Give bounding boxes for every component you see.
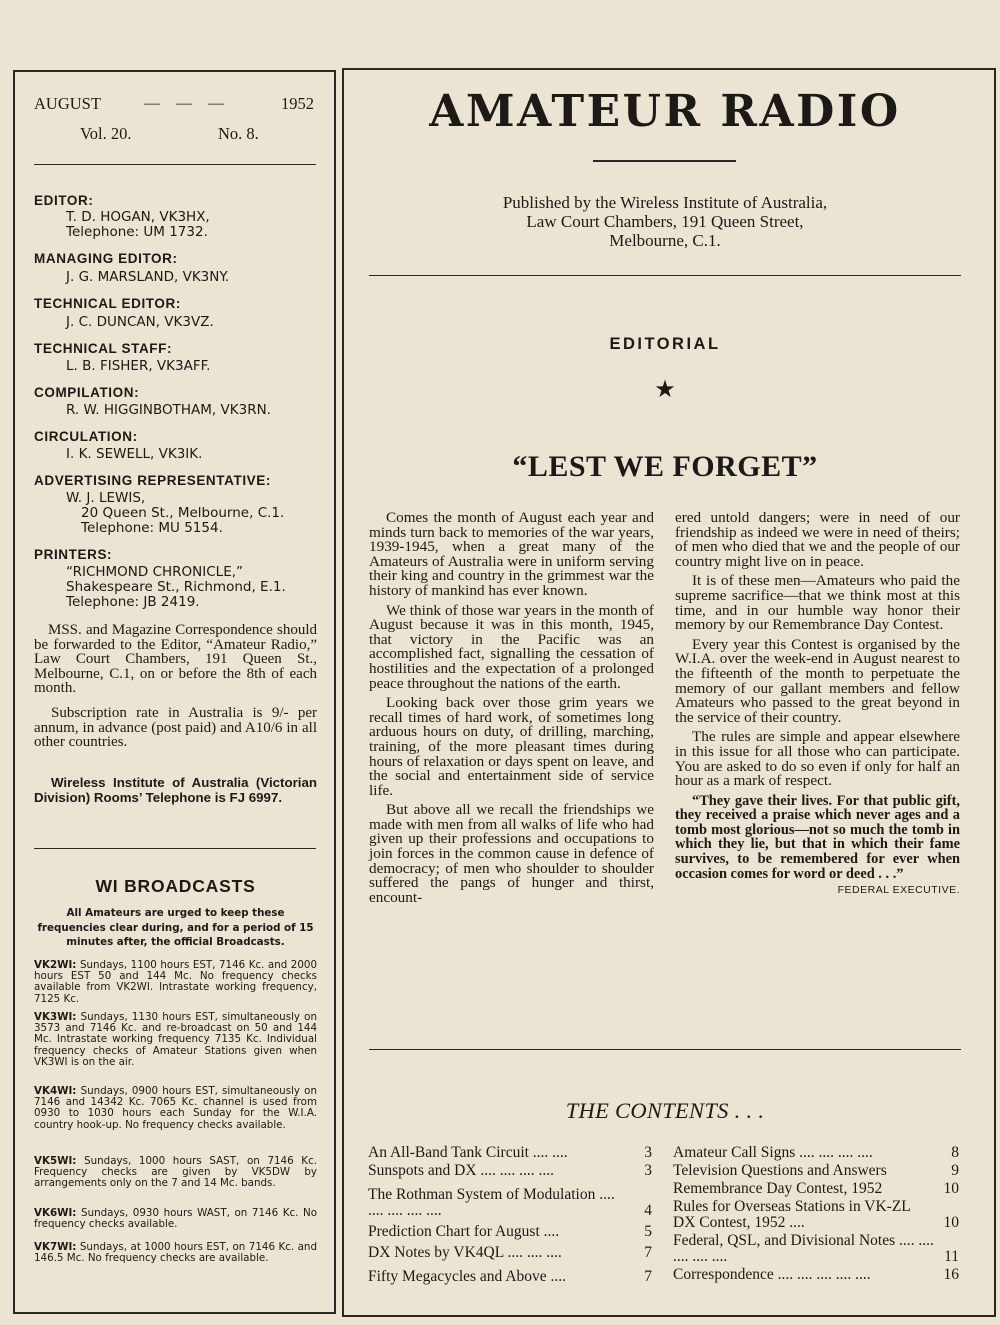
broadcast-entry xyxy=(34,1086,317,1131)
station-info: Sundays, 0930 hours WAST, on 7146 Kc. No frequency checks available. xyxy=(34,1207,317,1231)
contents-page: 9 xyxy=(951,1162,959,1179)
contents-page: 7 xyxy=(644,1244,652,1261)
broadcasts-intro: All Amateurs are urged to keep these frequencies clear during, and for a period of 15 minutes after, the official Broadcasts. xyxy=(37,907,314,948)
contents-entry[interactable] xyxy=(368,1145,652,1161)
contents-left-column xyxy=(368,1145,652,1285)
contents-page: 10 xyxy=(943,1180,959,1197)
contents-title: DX Notes by VK4QL .... .... .... xyxy=(368,1244,562,1261)
contents-entry[interactable] xyxy=(673,1163,959,1179)
staff-role: PRINTERS: xyxy=(34,547,113,562)
staff-role: TECHNICAL STAFF: xyxy=(34,341,173,356)
subscription-notice: Subscription rate in Australia is 9/- per annum, in advance (post paid) and A10/6 in all other countries. xyxy=(34,705,317,751)
contents-title: Television Questions and Answers xyxy=(673,1162,887,1179)
staff-role: CIRCULATION: xyxy=(34,429,138,444)
staff-line: R. W. HIGGINBOTHAM, VK3RN. xyxy=(66,402,271,418)
editorial-paragraph: The rules are simple and appear elsewhere in this issue for all those who can participate. You are asked to do so even if only for half an hour as a mark of respect. xyxy=(675,728,960,790)
contents-entry[interactable] xyxy=(368,1224,652,1240)
divider xyxy=(369,1049,961,1050)
contents-entry[interactable] xyxy=(368,1187,652,1219)
staff-line: Telephone: UM 1732. xyxy=(66,224,208,240)
editorial-paragraph: Every year this Contest is organised by the W.I.A. over the week-end in August nearest to the fifteenth of the month to perpetuate the memory of our gallant members and fellow Amateurs who passed to the great beyond in the service of their country. xyxy=(675,635,960,726)
station-info: Sundays, 1100 hours EST, 7146 Kc. and 2000 hours EST 50 and 144 Mc. No frequency checks available from VK2WI. Intrastate working frequency, 7125 Kc. xyxy=(34,959,317,1005)
broadcast-entry xyxy=(34,1242,317,1264)
broadcast-entry xyxy=(34,960,317,1005)
contents-page: 3 xyxy=(644,1162,652,1179)
contents-page: 5 xyxy=(644,1223,652,1240)
contents-title: Prediction Chart for August .... xyxy=(368,1223,560,1240)
staff-line: “RICHMOND CHRONICLE,” xyxy=(66,564,244,580)
staff-line: T. D. HOGAN, VK3HX, xyxy=(66,209,210,225)
editorial-paragraph: It is of these men—Amateurs who paid the supreme sacrifice—that we think most at this time, and in our humble way honor their memory by our Remembrance Day Contest. xyxy=(675,572,960,634)
station-info: Sundays, at 1000 hours EST, on 7146 Kc. and 146.5 Mc. No frequency checks are available. xyxy=(34,1241,317,1265)
editorial-paragraph: We think of those war years in the month of August because it was in this month, 1945, that victory in the Pacific was an accomplished fact, signalling the cessation of hostilities and the expectation of a prolonged peace throughout the nations of the earth. xyxy=(369,601,654,692)
staff-role: MANAGING EDITOR: xyxy=(34,251,178,266)
contents-entry[interactable] xyxy=(673,1145,959,1161)
contents-title: Sunspots and DX .... .... .... .... xyxy=(368,1162,555,1179)
broadcasts-heading: WI BROADCASTS xyxy=(95,876,256,896)
contents-title: Amateur Call Signs .... .... .... .... xyxy=(673,1144,873,1161)
editorial-paragraph: ered untold dangers; were in need of our friendship as indeed we were in need of theirs; of men who died that we and the people of our country might live on in peace. xyxy=(675,509,960,570)
contents-title: The Rothman System of Modulation .... .... .... .... .... xyxy=(368,1186,615,1219)
contents-heading: THE CONTENTS . . . xyxy=(565,1098,765,1123)
contents-title: Remembrance Day Contest, 1952 xyxy=(673,1180,883,1197)
staff-line: Telephone: MU 5154. xyxy=(81,520,223,536)
contents-page: 10 xyxy=(943,1214,959,1231)
contents-entry[interactable] xyxy=(673,1199,959,1231)
contents-entry[interactable] xyxy=(368,1269,652,1285)
staff-role: ADVERTISING REPRESENTATIVE: xyxy=(34,473,271,488)
contents-right-column xyxy=(673,1145,959,1283)
contents-title: Correspondence .... .... .... .... .... xyxy=(673,1266,871,1283)
editorial-headline: “LEST WE FORGET” xyxy=(512,450,818,483)
divider xyxy=(34,848,316,849)
editorial-label: EDITORIAL xyxy=(609,335,721,353)
editorial-quote: “They gave their lives. For that public gift, they received a praise which never ages and a tomb most glorious—not so much the tomb in which they lie, but that in which their fame survives, to be remembered for ever when occasion comes for word or deed . . .” xyxy=(675,792,960,882)
contents-entry[interactable] xyxy=(368,1245,652,1261)
station-call: VK6WI: xyxy=(34,1207,77,1219)
staff-line: I. K. SEWELL, VK3IK. xyxy=(66,446,203,462)
station-info: Sundays, 1000 hours SAST, on 7146 Kc. Frequency checks are given by VK5DW by arrangements only on the 7 and 14 Mc. bands. xyxy=(34,1155,317,1190)
contents-page: 4 xyxy=(644,1202,652,1219)
station-info: Sundays, 0900 hours EST, simultaneously on 7146 and 14342 Kc. 7065 Kc. channel is used from 0930 to 1030 hours each Sunday for the W.I.A. country hook-up. No frequency checks available. xyxy=(34,1085,317,1131)
issue-dashes: — — — xyxy=(144,95,230,112)
station-call: VK5WI: xyxy=(34,1155,77,1167)
publisher-line: Melbourne, C.1. xyxy=(609,231,721,250)
contents-title: An All-Band Tank Circuit .... .... xyxy=(368,1144,568,1161)
editorial-column-1 xyxy=(369,511,654,905)
station-info: Sundays, 1130 hours EST, simultaneously on 3573 and 7146 Kc. and re-broadcast on 50 and 144 Mc. Intrastate working frequency 7135 Kc. Individual frequency checks of Amateur Stations given when VK3WI is on the air. xyxy=(34,1011,317,1068)
station-call: VK2WI: xyxy=(34,959,77,971)
phone-notice: Wireless Institute of Australia (Victorian Division) Rooms’ Telephone is FJ 6997. xyxy=(34,775,317,805)
editorial-paragraph: Comes the month of August each year and minds turn back to memories of the war years, 1939-1945, when a great many of the Amateurs of Australia were in uniform serving their king and country in the grimmest war the history of mankind has ever known. xyxy=(369,509,654,599)
broadcast-entry xyxy=(34,1208,317,1230)
editorial-signature: FEDERAL EXECUTIVE. xyxy=(837,884,960,897)
issue-month: AUGUST xyxy=(34,94,101,113)
staff-line: 20 Queen St., Melbourne, C.1. xyxy=(81,505,285,521)
issue-number: No. 8. xyxy=(218,124,259,143)
issue-volume: Vol. 20. xyxy=(80,124,132,143)
masthead-title: AMATEUR RADIO xyxy=(429,86,901,137)
contents-entry[interactable] xyxy=(673,1233,959,1265)
broadcast-entry xyxy=(34,1012,317,1068)
star-icon: ★ xyxy=(654,375,676,403)
contents-page: 8 xyxy=(951,1144,959,1161)
contents-page: 7 xyxy=(644,1268,652,1285)
contents-entry[interactable] xyxy=(673,1181,959,1197)
editorial-paragraph: But above all we recall the friendships we made with men from all walks of life who had given up their professions and occupations to join forces in the common cause in defence of democracy; of men who shoulder to shoulder suffered the pangs of hunger and thirst, encount- xyxy=(369,801,654,906)
editorial-column-2 xyxy=(675,511,960,898)
contents-title: Rules for Overseas Stations in VK-ZL DX Contest, 1952 .... xyxy=(673,1198,911,1231)
staff-line: W. J. LEWIS, xyxy=(66,490,146,506)
station-call: VK3WI: xyxy=(34,1011,77,1023)
broadcast-entry xyxy=(34,1156,317,1190)
staff-line: J. C. DUNCAN, VK3VZ. xyxy=(66,314,214,330)
station-call: VK7WI: xyxy=(34,1241,77,1253)
divider xyxy=(34,164,316,165)
staff-role: COMPILATION: xyxy=(34,385,140,400)
editorial-paragraph: Looking back over those grim years we recall times of hard work, of sometimes long arduous hours on duty, of drilling, marching, training, of the more pleasant times during hours of relaxation or days spent on leave, and the social and entertainment side of service life. xyxy=(369,694,654,799)
contents-entry[interactable] xyxy=(673,1267,959,1283)
contents-title: Fifty Megacycles and Above .... xyxy=(368,1268,567,1285)
divider xyxy=(369,275,961,276)
contents-page: 11 xyxy=(944,1248,959,1265)
staff-line: L. B. FISHER, VK3AFF. xyxy=(66,358,211,374)
station-call: VK4WI: xyxy=(34,1085,77,1097)
publisher-line: Published by the Wireless Institute of Australia, xyxy=(502,193,828,212)
staff-line: J. G. MARSLAND, VK3NY. xyxy=(66,269,230,285)
contents-page: 16 xyxy=(943,1266,959,1283)
masthead-rule xyxy=(593,160,736,162)
publisher-line: Law Court Chambers, 191 Queen Street, xyxy=(526,212,804,231)
contents-entry[interactable] xyxy=(368,1163,652,1179)
contents-title: Federal, QSL, and Divisional Notes .... .... .... .... .... xyxy=(673,1232,934,1265)
staff-role: EDITOR: xyxy=(34,193,94,208)
staff-role: TECHNICAL EDITOR: xyxy=(34,296,181,311)
staff-line: Shakespeare St., Richmond, E.1. xyxy=(66,579,286,595)
contents-page: 3 xyxy=(644,1144,652,1161)
issue-year: 1952 xyxy=(281,94,314,113)
mss-notice: MSS. and Magazine Correspondence should be forwarded to the Editor, “Amateur Radio,” Law Court Chambers, 191 Queen St., Melbourne, C.1, on or before the 8th of each month. xyxy=(34,622,317,697)
staff-line: Telephone: JB 2419. xyxy=(66,594,200,610)
